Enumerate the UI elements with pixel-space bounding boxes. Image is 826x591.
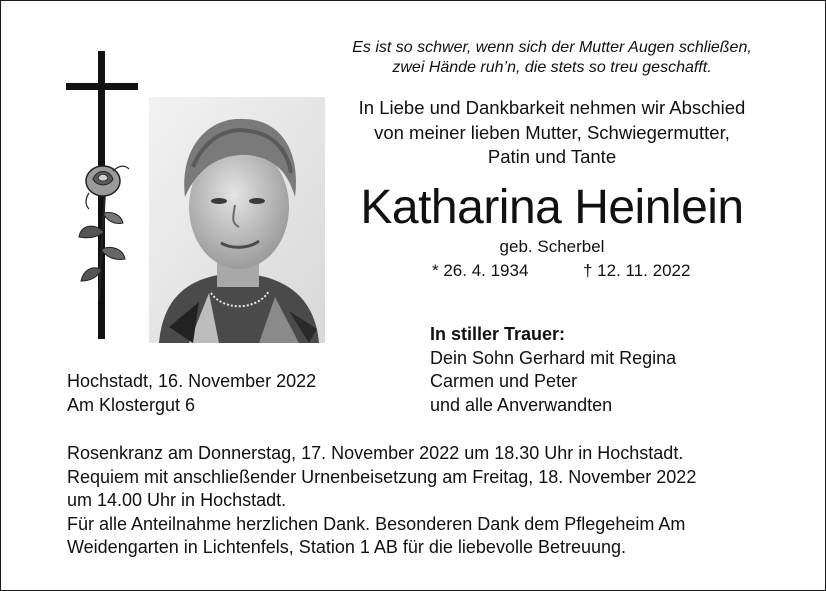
intro-line: von meiner lieben Mutter, Schwiegermutter, [374,121,730,143]
portrait-photo [149,97,325,343]
address: Am Klostergut 6 [67,394,196,415]
info-line: Für alle Anteilnahme herzlichen Dank. Besonderen Dank dem Pflegeheim Am [67,513,686,534]
service-info [67,442,807,560]
mourner-line: Carmen und Peter [430,371,578,391]
intro-text [331,96,773,170]
city-date: Hochstadt, 16. November 2022 [67,371,317,391]
info-line: Weidengarten in Lichtenfels, Station 1 AB für die liebevolle Betreuung. [67,537,627,557]
intro-line: Patin und Tante [487,146,617,167]
info-line: Rosenkranz am Donnerstag, 17. November 2022 um 18.30 Uhr in Hochstadt. [67,443,684,463]
verse-line: zwei Hände ruh’n, die stets so treu geschafft. [392,59,712,76]
info-line: Requiem mit anschließender Urnenbeisetzung am Freitag, 18. November 2022 [67,466,697,487]
verse [331,38,773,78]
mourners-heading: In stiller Trauer: [430,324,566,344]
birth-date: * 26. 4. 1934 [432,261,529,280]
cross-horizontal-bar [66,83,138,90]
verse-line: Es ist so schwer, wenn sich der Mutter Augen schließen, [352,39,752,56]
mourner-line: und alle Anverwandten [430,394,613,415]
mourners [430,323,770,417]
deceased-name: Katharina Heinlein [360,181,744,234]
mourner-line: Dein Sohn Gerhard mit Regina [430,347,677,368]
info-line: um 14.00 Uhr in Hochstadt. [67,490,287,510]
maiden-name: geb. Scherbel [499,237,605,256]
rose-icon [67,153,137,303]
place-and-address [67,370,397,417]
death-date: † 12. 11. 2022 [583,261,691,280]
intro-line: In Liebe und Dankbarkeit nehmen wir Abschied [358,97,746,118]
